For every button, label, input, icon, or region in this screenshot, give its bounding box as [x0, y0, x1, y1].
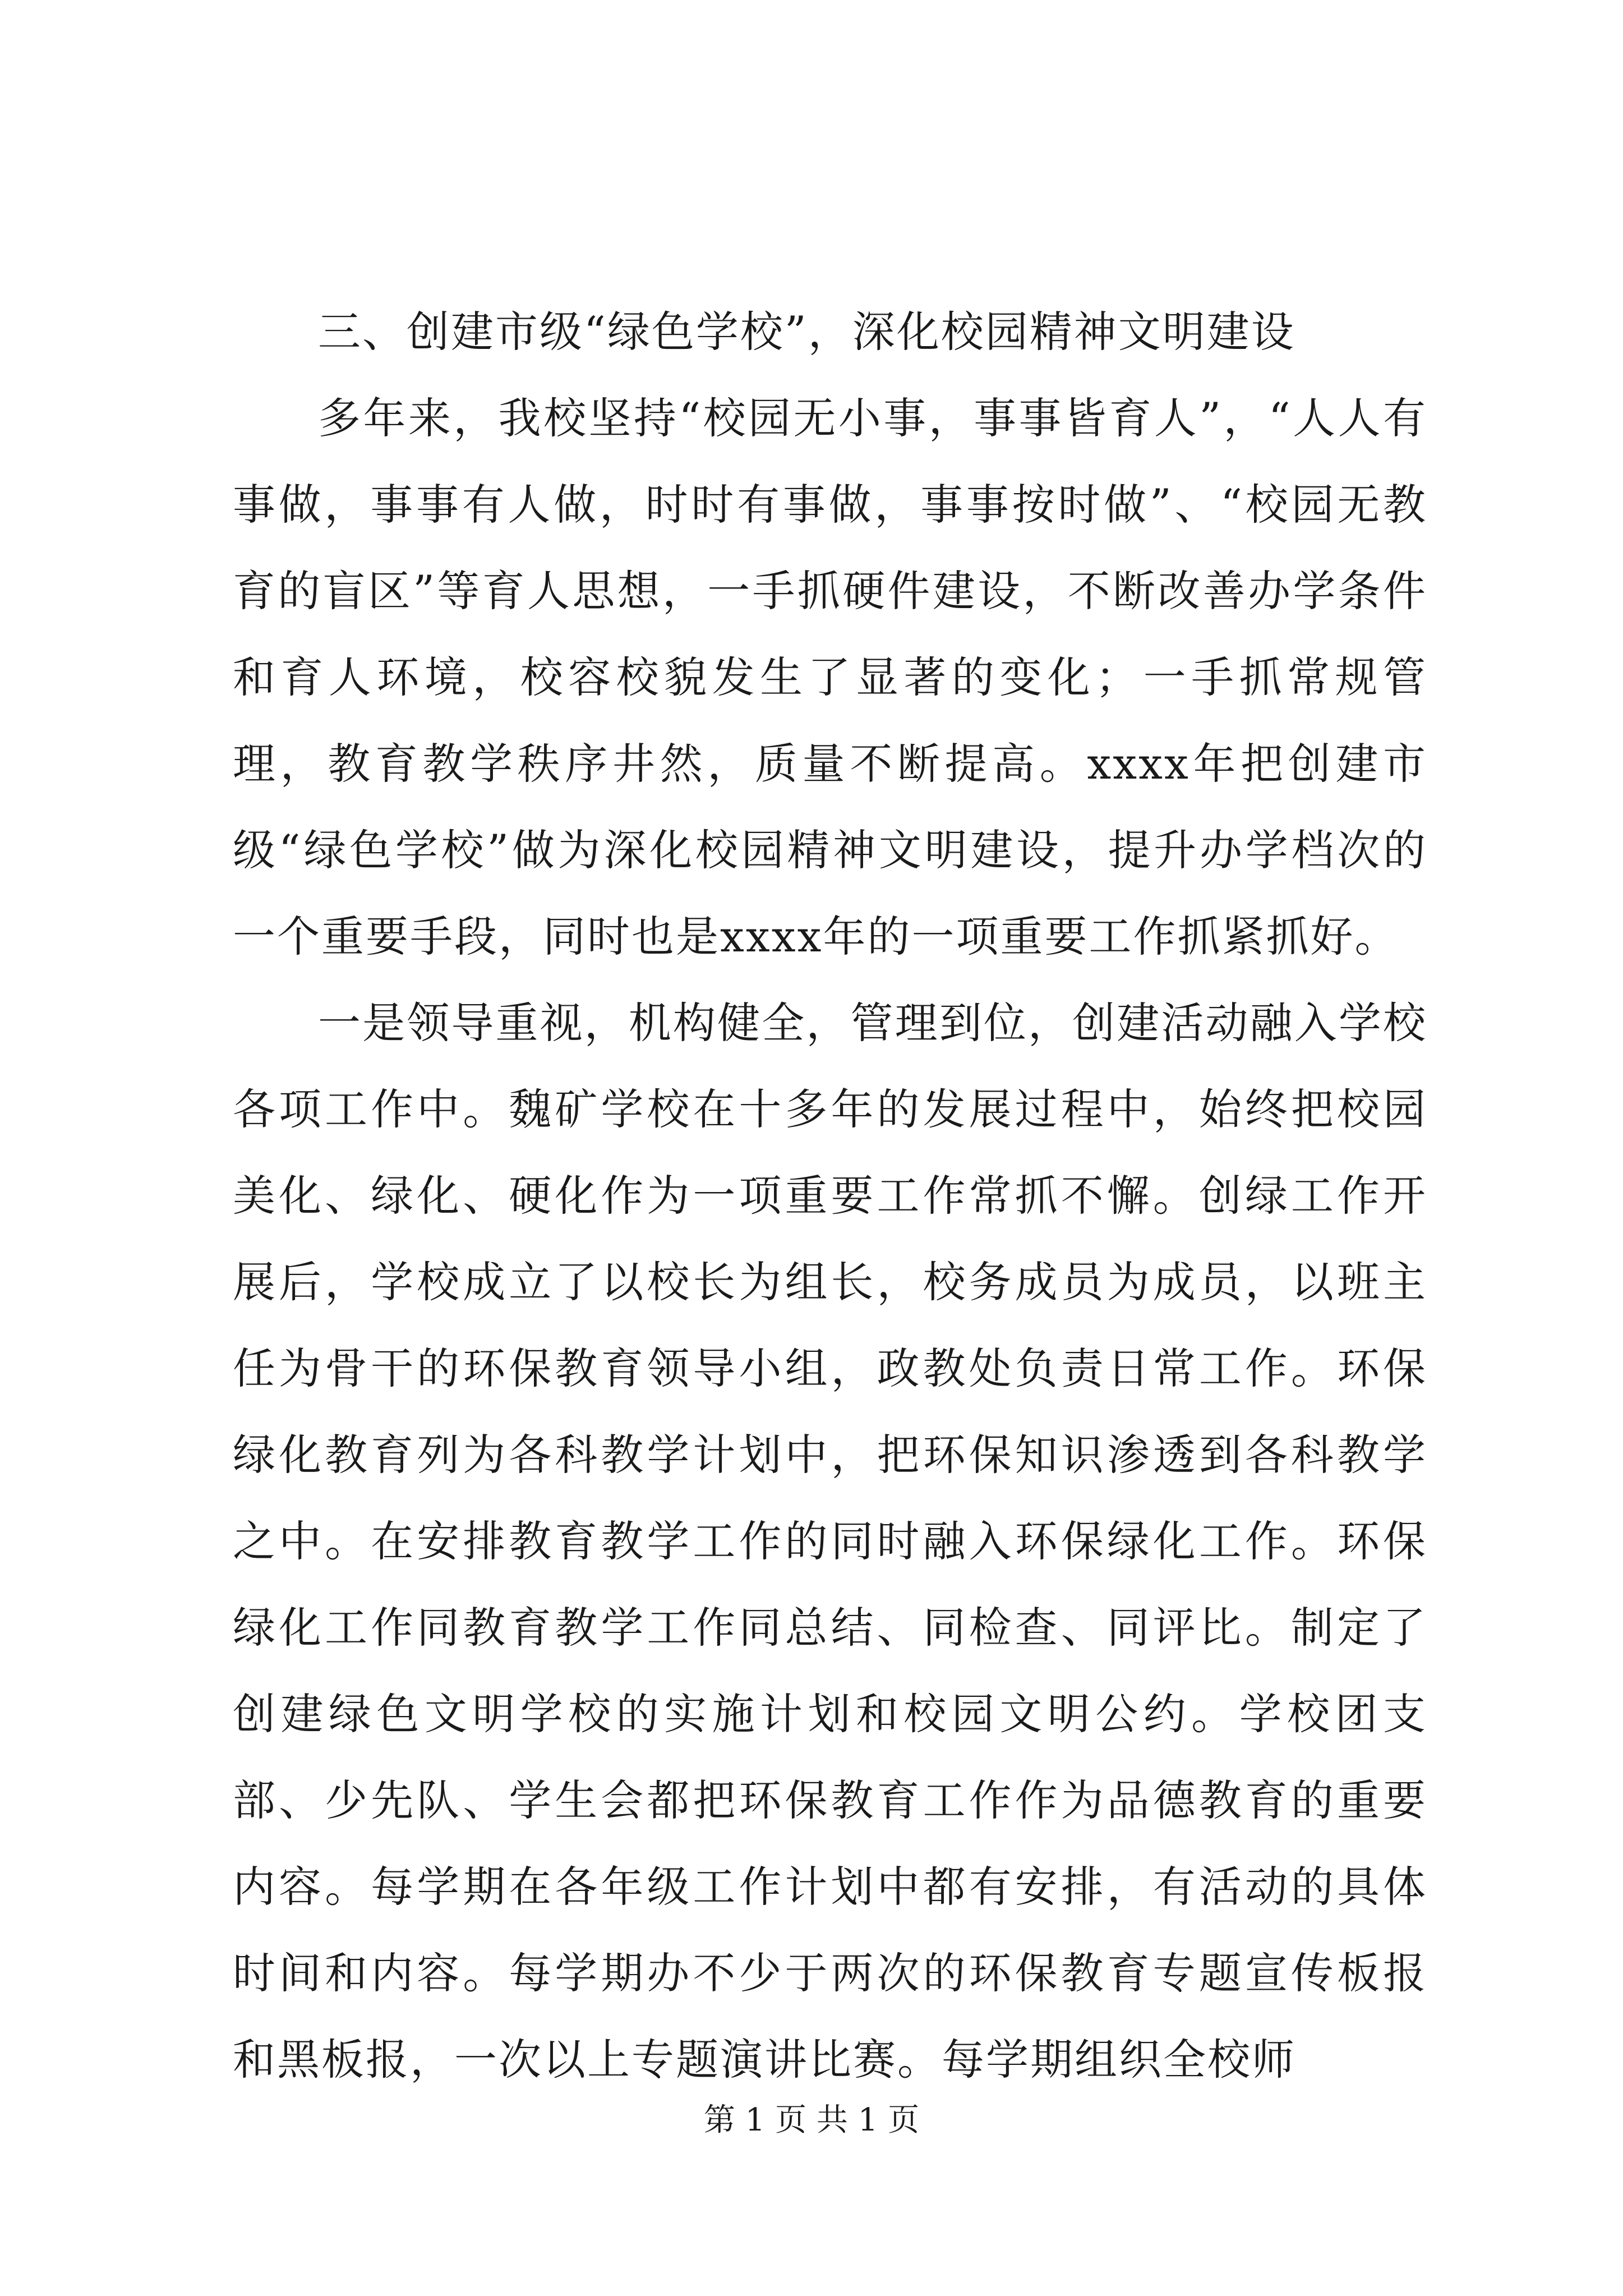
document-body [233, 289, 1427, 2103]
page-footer: 第 1 页 共 1 页 [703, 2102, 920, 2138]
paragraph-intro: 多年来，我校坚持“校园无小事，事事皆育人”，“人人有事做，事事有人做，时时有事做，事事按时做”、“校园无教育的盲区”等育人思想，一手抓硬件建设，不断改善办学条件和育人环境，校容校貌发生了显著的变化；一手抓常规管理，教育教学秩序井然，质量不断提高。xxxx年把创建市级“绿色学校”做为深化校园精神文明建设，提升办学档次的一个重要手段，同时也是xxxx年的一项重要工作抓紧抓好。 [233, 393, 1427, 961]
paragraph-leadership: 一是领导重视，机构健全，管理到位，创建活动融入学校各项工作中。魏矿学校在十多年的发展过程中，始终把校园美化、绿化、硬化作为一项重要工作常抓不懈。创绿工作开展后，学校成立了以校长为组长，校务成员为成员，以班主任为骨干的环保教育领导小组，政教处负责日常工作。环保绿化教育列为各科教学计划中，把环保知识渗透到各科教学之中。在安排教育教学工作的同时融入环保绿化工作。环保绿化工作同教育教学工作同总结、同检查、同评比。制定了创建绿色文明学校的实施计划和校园文明公约。学校团支部、少先队、学生会都把环保教育工作作为品德教育的重要内容。每学期在各年级工作计划中都有安排，有活动的具体时间和内容。每学期办不少于两次的环保教育专题宣传板报和黑板报，一次以上专题演讲比赛。每学期组织全校师 [233, 998, 1427, 2085]
section-heading: 三、创建市级“绿色学校”，深化校园精神文明建设 [318, 307, 1295, 357]
